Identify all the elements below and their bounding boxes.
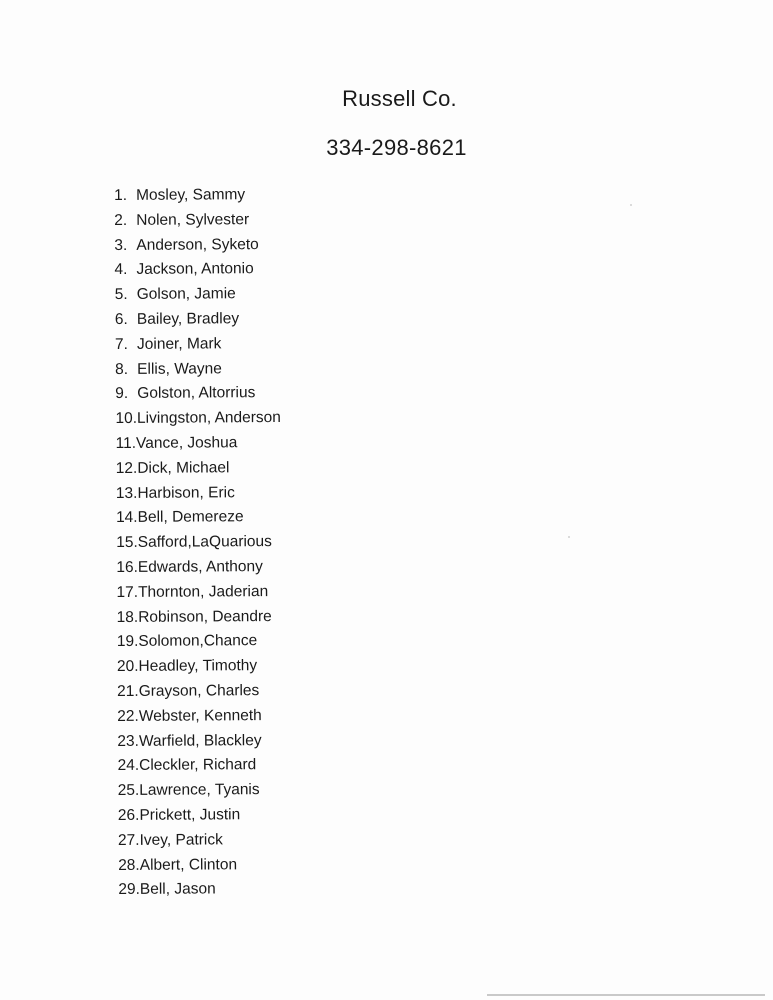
list-item (117, 679, 283, 705)
list-item-number: 14. (115, 509, 138, 527)
list-item (115, 332, 281, 358)
list-item (114, 208, 280, 234)
list-item-number: 19. (116, 633, 139, 651)
list-item-number: 27. (117, 831, 140, 849)
list-item-name: Dick, Michael (137, 459, 230, 477)
list-item-name: Lawrence, Tyanis (139, 781, 260, 799)
list-item-name: Ivey, Patrick (139, 831, 223, 849)
list-item-name: Vance, Joshua (135, 434, 238, 452)
list-item-name: Ellis, Wayne (137, 359, 222, 378)
list-item-name: Anderson, Syketo (136, 235, 259, 254)
list-item-number: 16. (116, 558, 138, 576)
list-item-name: Robinson, Deandre (138, 607, 272, 626)
list-item (118, 778, 284, 804)
list-item-number: 7. (114, 335, 128, 353)
list-item-number: 10. (115, 410, 138, 428)
list-item (116, 530, 282, 556)
list-item-number: 25. (117, 781, 140, 800)
list-item-name: Harbison, Eric (137, 483, 235, 502)
list-item (114, 257, 280, 283)
list-item-name: Albert, Clinton (139, 855, 238, 874)
list-item (114, 183, 280, 209)
list-item-name: Jackson, Antonio (136, 260, 254, 279)
list-item-number: 17. (116, 583, 139, 601)
scan-edge-line (487, 994, 765, 996)
list-item-number: 13. (115, 484, 138, 502)
list-item-name: Bell, Jason (139, 880, 216, 899)
list-item-number: 3. (114, 236, 128, 254)
list-item-number: 9. (115, 385, 129, 403)
list-item-number: 26. (117, 806, 140, 824)
list-item (115, 381, 281, 407)
list-item (115, 307, 281, 333)
page-title: Russell Co. (342, 86, 457, 111)
list-item (115, 282, 281, 308)
list-item-name: Headley, Timothy (138, 657, 258, 675)
list-item-name: Golston, Altorrius (137, 384, 256, 403)
list-item-number: 6. (114, 310, 128, 328)
list-item-number: 24. (117, 757, 140, 775)
list-item-name: Joiner, Mark (136, 335, 222, 353)
list-item-name: Golson, Jamie (136, 285, 236, 304)
list-item (118, 877, 284, 903)
list-item-name: Safford,LaQuarious (137, 533, 272, 552)
roster-list (114, 183, 284, 903)
list-item (116, 555, 282, 581)
list-item (117, 654, 283, 680)
list-item-name: Warfield, Blackley (138, 731, 262, 750)
list-item-name: Bailey, Bradley (136, 310, 240, 328)
list-item (116, 456, 282, 482)
list-item (118, 828, 284, 854)
list-item-name: Grayson, Charles (138, 682, 260, 700)
list-item (115, 357, 281, 383)
list-item-name: Thornton, Jaderian (138, 582, 269, 601)
list-item-name: Livingston, Anderson (136, 409, 281, 428)
phone-number: 334-298-8621 (326, 135, 467, 160)
list-item-number: 21. (117, 682, 139, 700)
list-item (116, 505, 282, 531)
list-item-number: 29. (118, 881, 140, 899)
list-item-number: 5. (114, 286, 128, 304)
list-item-name: Prickett, Justin (139, 806, 241, 824)
list-item (118, 852, 284, 878)
list-item-name: Mosley, Sammy (136, 186, 246, 204)
list-item-number: 11. (115, 434, 137, 452)
list-item-name: Bell, Demereze (137, 508, 244, 527)
list-item-number: 2. (114, 211, 128, 229)
list-item-name: Webster, Kenneth (138, 706, 262, 725)
list-item (117, 605, 283, 631)
scan-speck (568, 536, 570, 538)
list-item-number: 8. (115, 360, 129, 378)
list-item (117, 704, 283, 730)
list-item-number: 20. (116, 658, 139, 676)
scan-speck (630, 204, 632, 206)
list-item (116, 431, 282, 457)
list-item (115, 406, 281, 432)
list-item-number: 1. (114, 186, 128, 204)
list-item (116, 580, 282, 606)
list-item-name: Edwards, Anthony (137, 558, 263, 576)
list-item (117, 629, 283, 655)
list-item-number: 18. (116, 608, 139, 626)
list-item (118, 803, 284, 829)
list-item-name: Solomon,Chance (138, 632, 258, 651)
list-item-number: 15. (116, 534, 138, 552)
list-item-number: 22. (117, 707, 139, 725)
list-item-name: Nolen, Sylvester (136, 210, 250, 229)
list-item-number: 28. (118, 856, 140, 874)
list-item (116, 481, 282, 507)
list-item-name: Cleckler, Richard (139, 756, 257, 775)
list-item (117, 753, 283, 779)
list-item (114, 233, 280, 259)
list-item-number: 4. (114, 261, 128, 279)
list-item-number: 23. (117, 732, 140, 750)
list-item (117, 729, 283, 755)
list-item-number: 12. (115, 459, 138, 477)
